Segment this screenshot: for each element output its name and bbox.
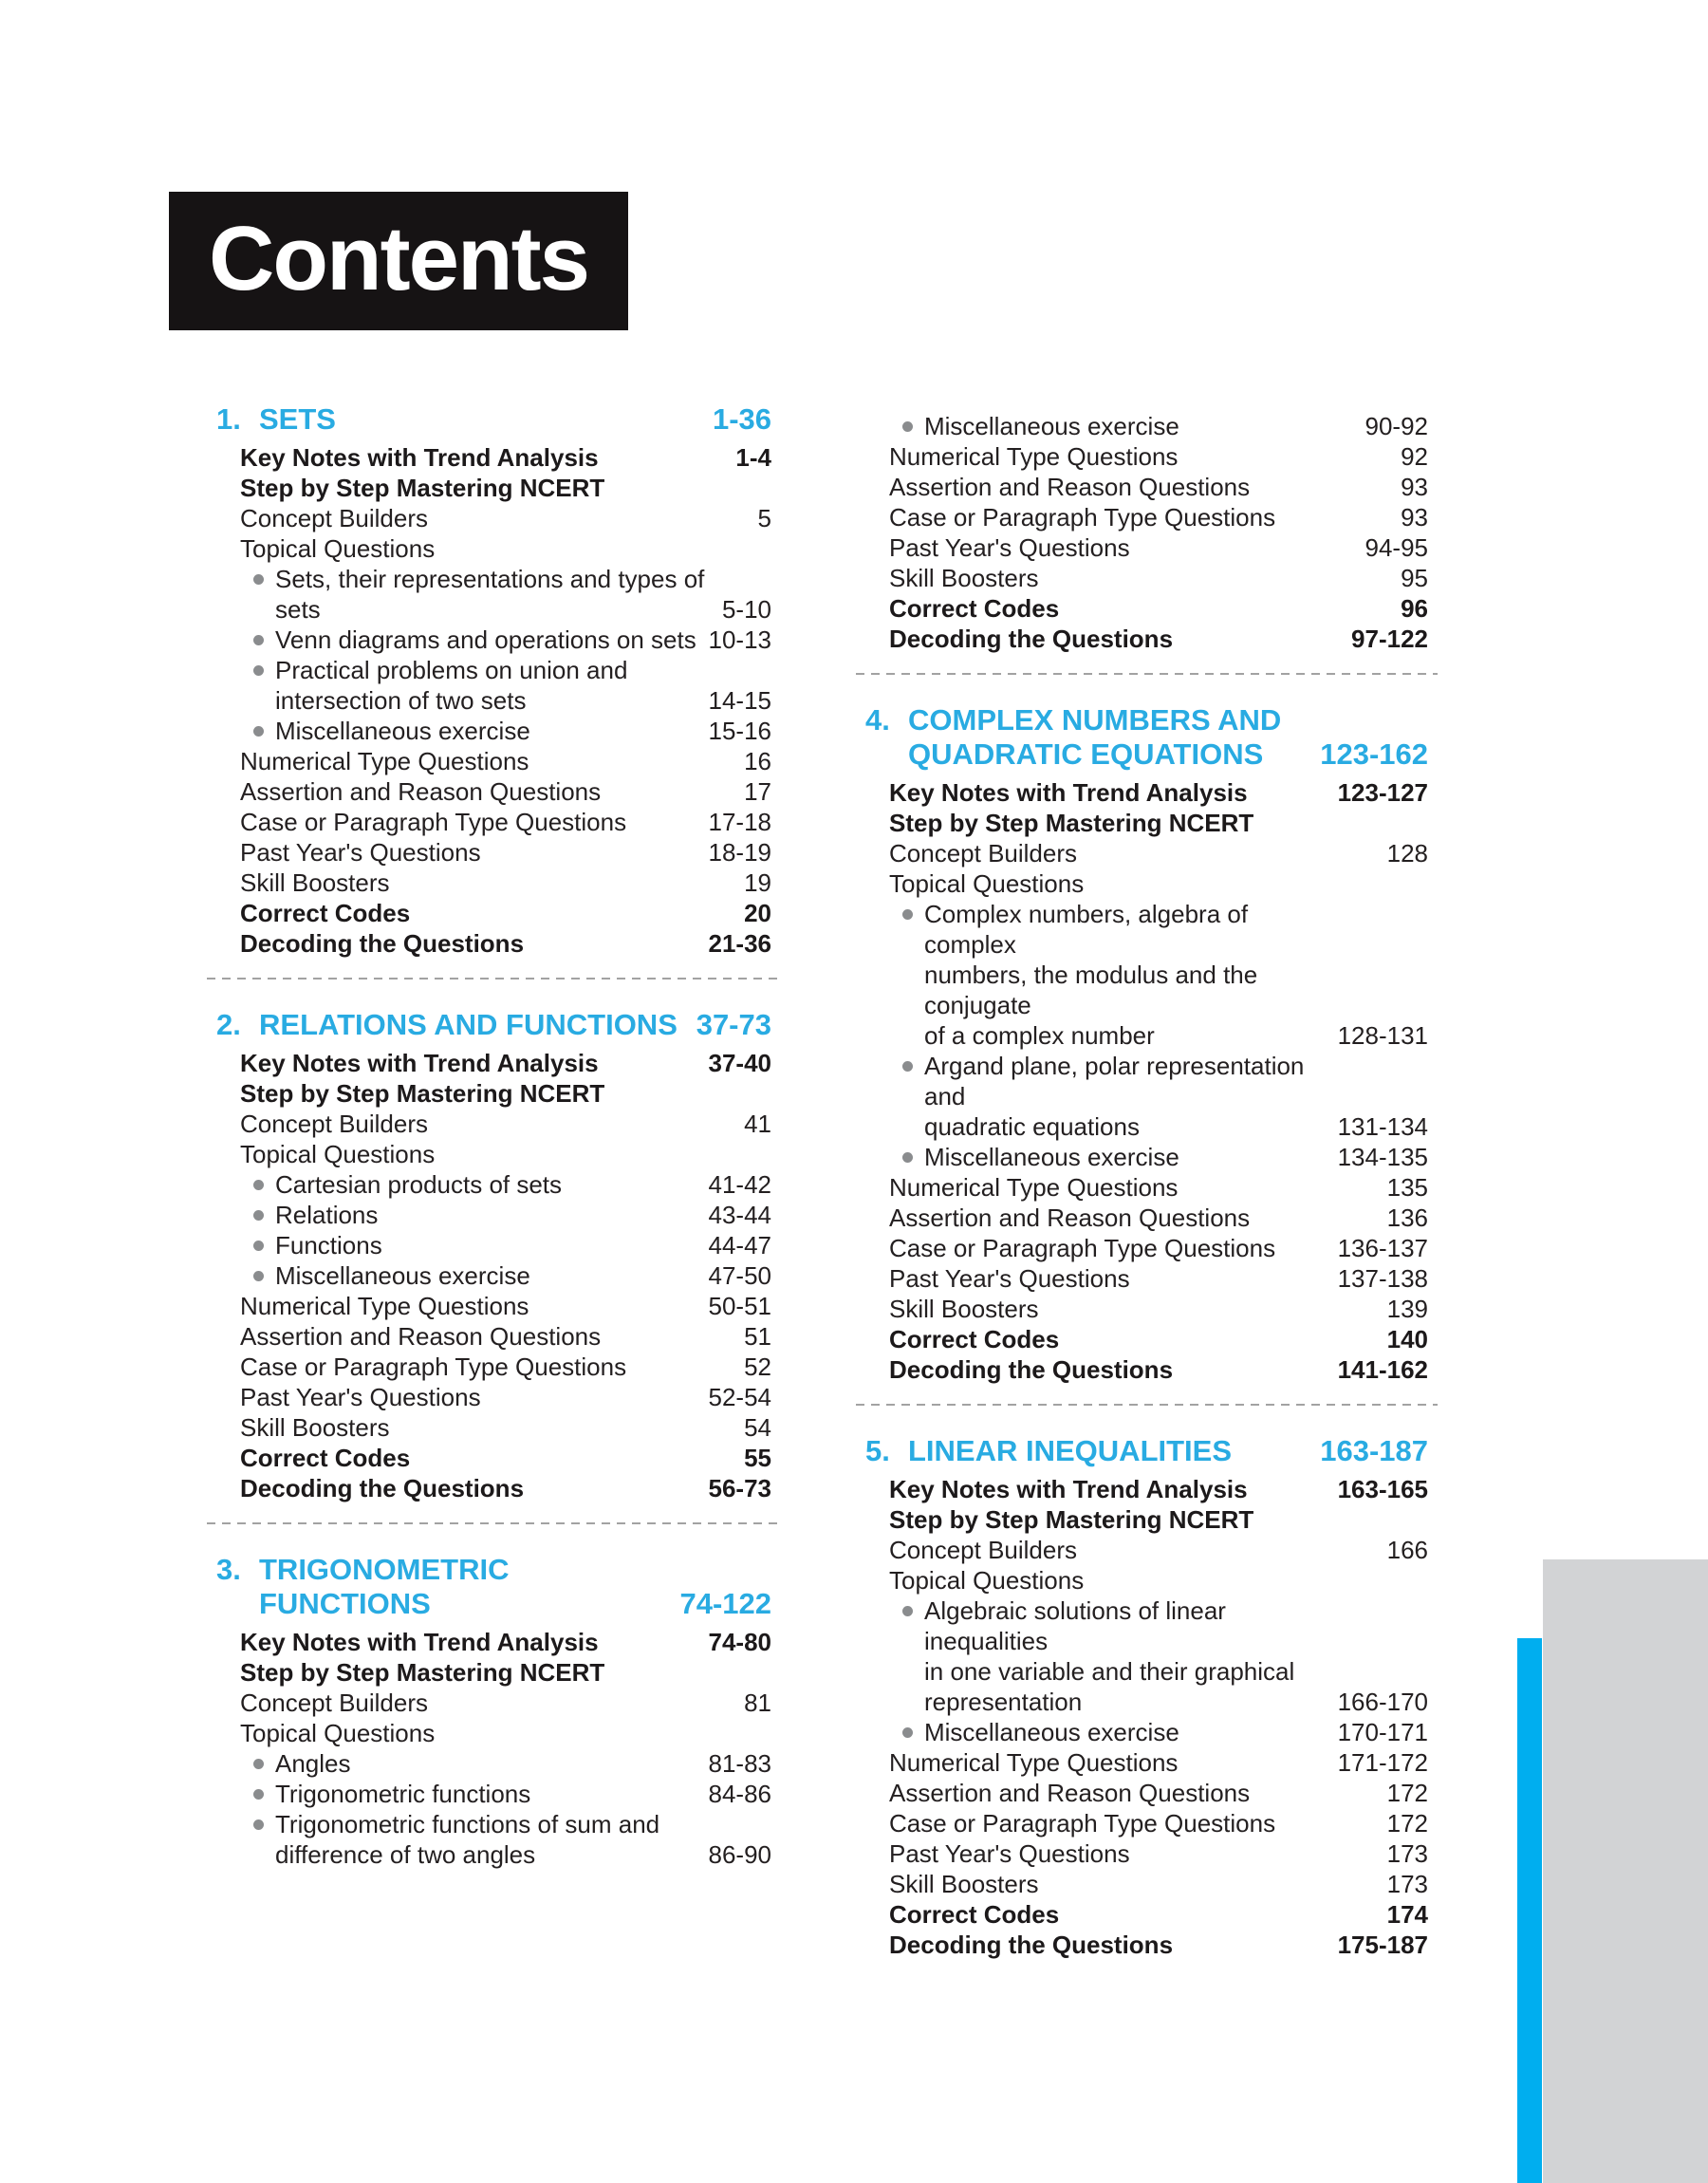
toc-entry-page: 16 <box>744 747 771 775</box>
toc-entry <box>216 1412 771 1443</box>
chapter-header <box>216 1553 771 1621</box>
toc-entry-page: 50-51 <box>708 1292 771 1320</box>
toc-entry <box>865 1535 1428 1565</box>
toc-entry-label: Miscellaneous exercise <box>865 1717 1330 1747</box>
toc-entry-page: 172 <box>1386 1809 1428 1838</box>
toc-entry <box>865 532 1428 563</box>
toc-entry-label: Practical problems on union and intersection of two sets <box>216 655 701 716</box>
toc-entry <box>865 1051 1428 1142</box>
toc-entry <box>865 1504 1428 1535</box>
toc-entry <box>216 1748 771 1779</box>
chapter-header <box>216 402 771 437</box>
toc-entry-label: Assertion and Reason Questions <box>889 1203 1251 1232</box>
cyan-side-bar <box>1517 1638 1542 2183</box>
toc-column-right <box>865 411 1428 1960</box>
toc-entry-page: 93 <box>1401 473 1428 501</box>
toc-entry-label: Skill Boosters <box>889 1295 1039 1323</box>
chapter-number: 2. <box>216 1008 241 1041</box>
gray-side-panel <box>1543 1559 1708 2183</box>
toc-entry-page: 52-54 <box>708 1383 771 1411</box>
toc-entry-page: 1-4 <box>735 443 771 472</box>
chapter-header <box>865 703 1428 772</box>
toc-entry <box>216 1200 771 1230</box>
dashed-divider <box>856 1404 1438 1406</box>
toc-entry-label: Step by Step Mastering NCERT <box>240 1079 605 1108</box>
toc-entry-label: Concept Builders <box>240 504 428 532</box>
toc-entry <box>865 1354 1428 1385</box>
toc-entry <box>216 1809 771 1870</box>
toc-entry-label: Miscellaneous exercise <box>865 1142 1330 1172</box>
toc-entry <box>865 624 1428 654</box>
toc-entry-label: Sets, their representations and types of sets <box>216 564 715 625</box>
toc-entry-label: Relations <box>216 1200 701 1230</box>
toc-entry-label: Complex numbers, algebra of complex numbers, the modulus and the conjugate of a complex number <box>865 899 1330 1051</box>
toc-entry-page: 47-50 <box>708 1261 771 1290</box>
toc-entry <box>216 533 771 564</box>
toc-entry <box>865 1778 1428 1808</box>
toc-entry-label: Correct Codes <box>240 1444 411 1472</box>
dashed-divider <box>207 1522 781 1524</box>
toc-entry-page: 141-162 <box>1337 1355 1428 1384</box>
toc-entry-label: Key Notes with Trend Analysis <box>889 1475 1248 1503</box>
toc-entry-label: Topical Questions <box>240 534 436 563</box>
toc-entry-label: Skill Boosters <box>889 1870 1039 1898</box>
toc-entry <box>865 838 1428 868</box>
toc-entry <box>865 1565 1428 1595</box>
toc-entry <box>216 655 771 716</box>
toc-entry-label: Key Notes with Trend Analysis <box>240 1628 599 1656</box>
bullet-icon <box>253 1180 264 1190</box>
toc-entry-label: Assertion and Reason Questions <box>889 1779 1251 1807</box>
toc-entry <box>216 716 771 746</box>
toc-entry-label: Past Year's Questions <box>889 1264 1130 1293</box>
bullet-icon <box>902 1061 913 1072</box>
toc-entry-label: Case or Paragraph Type Questions <box>889 1234 1276 1262</box>
toc-entry-label: Topical Questions <box>240 1140 436 1168</box>
toc-entry-label: Decoding the Questions <box>889 625 1174 653</box>
toc-entry <box>216 1657 771 1688</box>
toc-entry-page: 170-171 <box>1337 1718 1428 1746</box>
bullet-icon <box>253 1210 264 1221</box>
toc-entry-label: Concept Builders <box>889 839 1077 868</box>
toc-entry <box>216 1169 771 1200</box>
toc-entry-page: 171-172 <box>1337 1748 1428 1777</box>
chapter-page-range: 74-122 <box>679 1587 771 1620</box>
toc-entry-page: 74-80 <box>708 1628 771 1656</box>
toc-entry-page: 17 <box>744 777 771 806</box>
toc-entry-label: Miscellaneous exercise <box>865 411 1358 441</box>
toc-entry <box>865 1838 1428 1869</box>
toc-entry-label: Numerical Type Questions <box>889 1748 1179 1777</box>
bullet-icon <box>253 665 264 676</box>
toc-entry-label: Argand plane, polar representation and quadratic equations <box>865 1051 1330 1142</box>
toc-entry <box>216 1443 771 1473</box>
toc-entry-label: Concept Builders <box>240 1110 428 1138</box>
toc-entry-label: Past Year's Questions <box>889 1839 1130 1868</box>
toc-entry-page: 131-134 <box>1337 1112 1428 1141</box>
toc-entry-label: Correct Codes <box>240 899 411 927</box>
toc-entry <box>865 1747 1428 1778</box>
toc-entry-label: Algebraic solutions of linear inequalities in one variable and their graphical representation <box>865 1595 1330 1717</box>
toc-entry-label: Miscellaneous exercise <box>216 1260 701 1291</box>
toc-entry <box>216 473 771 503</box>
toc-entry-label: Trigonometric functions <box>216 1779 701 1809</box>
toc-entry-label: Venn diagrams and operations on sets <box>216 625 701 655</box>
toc-entry <box>865 777 1428 808</box>
bullet-icon <box>253 1759 264 1769</box>
bullet-icon <box>253 1271 264 1281</box>
toc-entry <box>865 502 1428 532</box>
toc-entry-page: 166 <box>1386 1536 1428 1564</box>
toc-entry <box>216 1230 771 1260</box>
bullet-icon <box>253 1241 264 1251</box>
toc-entry-page: 97-122 <box>1351 625 1428 653</box>
toc-entry-page: 134-135 <box>1337 1143 1428 1171</box>
toc-entry-page: 15-16 <box>708 717 771 745</box>
toc-entry-label: Numerical Type Questions <box>240 1292 529 1320</box>
toc-entry-page: 136-137 <box>1337 1234 1428 1262</box>
bullet-icon <box>902 421 913 432</box>
toc-entry <box>216 1718 771 1748</box>
toc-entry-page: 19 <box>744 868 771 897</box>
toc-entry-label: Correct Codes <box>889 594 1060 623</box>
toc-entry <box>865 441 1428 472</box>
toc-entry-page: 81-83 <box>708 1749 771 1778</box>
toc-entry <box>216 1779 771 1809</box>
toc-entry-page: 172 <box>1386 1779 1428 1807</box>
chapter-header <box>865 1434 1428 1468</box>
toc-entry <box>865 1595 1428 1717</box>
toc-entry-label: Assertion and Reason Questions <box>889 473 1251 501</box>
toc-entry-page: 18-19 <box>708 838 771 867</box>
toc-entry <box>216 746 771 776</box>
toc-entry-page: 56-73 <box>708 1474 771 1502</box>
toc-entry-label: Cartesian products of sets <box>216 1169 701 1200</box>
toc-entry-label: Skill Boosters <box>240 1413 390 1442</box>
bullet-icon <box>253 635 264 645</box>
toc-entry <box>216 1260 771 1291</box>
toc-entry-label: Past Year's Questions <box>240 1383 481 1411</box>
toc-entry-page: 140 <box>1386 1325 1428 1353</box>
toc-entry <box>216 442 771 473</box>
toc-entry <box>865 593 1428 624</box>
toc-entry-label: Past Year's Questions <box>889 533 1130 562</box>
toc-entry-page: 128 <box>1386 839 1428 868</box>
toc-entry <box>216 503 771 533</box>
page-title: Contents <box>169 192 628 330</box>
toc-entry-label: Decoding the Questions <box>240 1474 525 1502</box>
chapter-header <box>216 1008 771 1042</box>
toc-entry-page: 51 <box>744 1322 771 1351</box>
toc-entry-label: Correct Codes <box>889 1900 1060 1929</box>
toc-entry-page: 84-86 <box>708 1780 771 1808</box>
toc-entry-label: Assertion and Reason Questions <box>240 777 602 806</box>
toc-entry-label: Miscellaneous exercise <box>216 716 701 746</box>
chapter-page-range: 1-36 <box>712 402 771 436</box>
toc-entry-label: Angles <box>216 1748 701 1779</box>
toc-entry-label: Step by Step Mastering NCERT <box>240 1658 605 1687</box>
toc-entry-label: Case or Paragraph Type Questions <box>240 808 627 836</box>
toc-entry-page: 44-47 <box>708 1231 771 1259</box>
toc-entry-label: Key Notes with Trend Analysis <box>240 1049 599 1077</box>
toc-entry-label: Topical Questions <box>889 1566 1085 1595</box>
chapter-page-range: 123-162 <box>1320 737 1428 771</box>
chapter-title: SETS <box>259 402 336 436</box>
toc-entry-page: 175-187 <box>1337 1931 1428 1959</box>
toc-entry <box>865 1324 1428 1354</box>
toc-entry <box>216 1321 771 1352</box>
toc-entry-label: Step by Step Mastering NCERT <box>889 809 1254 837</box>
toc-entry-page: 135 <box>1386 1173 1428 1202</box>
toc-entry-label: Step by Step Mastering NCERT <box>240 474 605 502</box>
bullet-icon <box>902 909 913 920</box>
bullet-icon <box>253 1819 264 1830</box>
toc-entry <box>216 1078 771 1109</box>
chapter-page-range: 37-73 <box>696 1008 771 1041</box>
dashed-divider <box>207 978 781 980</box>
toc-entry-page: 55 <box>744 1444 771 1472</box>
toc-entry-page: 5-10 <box>721 595 771 624</box>
toc-entry <box>216 1473 771 1503</box>
bullet-icon <box>902 1727 913 1738</box>
toc-entry-page: 41-42 <box>708 1170 771 1199</box>
toc-entry <box>865 1263 1428 1294</box>
toc-entry-label: Functions <box>216 1230 701 1260</box>
chapter-title: TRIGONOMETRIC FUNCTIONS <box>259 1553 510 1620</box>
toc-entry <box>865 1474 1428 1504</box>
toc-entry-page: 92 <box>1401 442 1428 471</box>
toc-entry <box>865 1869 1428 1899</box>
toc-entry-label: Case or Paragraph Type Questions <box>240 1353 627 1381</box>
toc-entry-label: Topical Questions <box>240 1719 436 1747</box>
toc-entry <box>216 1688 771 1718</box>
toc-entry <box>216 1109 771 1139</box>
toc-entry-page: 123-127 <box>1337 778 1428 807</box>
toc-entry <box>216 837 771 868</box>
toc-entry <box>216 1139 771 1169</box>
bullet-icon <box>902 1152 913 1163</box>
toc-entry-label: Skill Boosters <box>889 564 1039 592</box>
chapter-title: LINEAR INEQUALITIES <box>908 1434 1233 1467</box>
chapter-number: 3. <box>216 1553 241 1586</box>
toc-entry <box>216 564 771 625</box>
toc-entry-page: 163-165 <box>1337 1475 1428 1503</box>
toc-entry <box>216 868 771 898</box>
toc-entry <box>865 1808 1428 1838</box>
toc-entry-label: Case or Paragraph Type Questions <box>889 503 1276 532</box>
bullet-icon <box>253 574 264 585</box>
toc-entry <box>216 625 771 655</box>
toc-entry-page: 20 <box>744 899 771 927</box>
toc-entry-label: Key Notes with Trend Analysis <box>889 778 1248 807</box>
toc-entry <box>865 1203 1428 1233</box>
toc-entry <box>216 1048 771 1078</box>
toc-entry-label: Decoding the Questions <box>889 1931 1174 1959</box>
toc-entry-page: 139 <box>1386 1295 1428 1323</box>
toc-entry-page: 137-138 <box>1337 1264 1428 1293</box>
toc-entry-label: Topical Questions <box>889 869 1085 898</box>
toc-entry-label: Skill Boosters <box>240 868 390 897</box>
toc-entry <box>865 1142 1428 1172</box>
chapter-number: 1. <box>216 402 241 436</box>
toc-entry-label: Numerical Type Questions <box>889 1173 1179 1202</box>
toc-entry <box>216 1352 771 1382</box>
toc-entry-page: 94-95 <box>1365 533 1428 562</box>
toc-entry-page: 81 <box>744 1689 771 1717</box>
toc-entry-label: Decoding the Questions <box>240 929 525 958</box>
chapter-number: 4. <box>865 703 890 737</box>
bullet-icon <box>902 1606 913 1616</box>
toc-entry-label: Assertion and Reason Questions <box>240 1322 602 1351</box>
toc-entry <box>865 1930 1428 1960</box>
toc-entry-page: 43-44 <box>708 1201 771 1229</box>
bullet-icon <box>253 726 264 737</box>
toc-entry <box>216 898 771 928</box>
toc-entry <box>865 1233 1428 1263</box>
toc-entry <box>865 411 1428 441</box>
toc-entry <box>865 1717 1428 1747</box>
toc-entry-page: 173 <box>1386 1870 1428 1898</box>
toc-entry-label: Trigonometric functions of sum and difference of two angles <box>216 1809 701 1870</box>
toc-entry-page: 93 <box>1401 503 1428 532</box>
toc-entry <box>216 776 771 807</box>
toc-entry <box>216 1382 771 1412</box>
toc-entry-page: 21-36 <box>708 929 771 958</box>
toc-entry-page: 95 <box>1401 564 1428 592</box>
toc-entry <box>865 808 1428 838</box>
toc-entry-label: Concept Builders <box>240 1689 428 1717</box>
toc-entry-page: 5 <box>757 504 771 532</box>
toc-entry-page: 86-90 <box>708 1840 771 1869</box>
toc-entry-page: 90-92 <box>1365 412 1428 440</box>
toc-entry <box>216 928 771 959</box>
toc-entry <box>865 1899 1428 1930</box>
toc-entry-label: Decoding the Questions <box>889 1355 1174 1384</box>
toc-entry <box>216 1627 771 1657</box>
toc-entry-page: 128-131 <box>1337 1021 1428 1050</box>
toc-entry-page: 37-40 <box>708 1049 771 1077</box>
toc-entry-label: Key Notes with Trend Analysis <box>240 443 599 472</box>
chapter-title: COMPLEX NUMBERS AND QUADRATIC EQUATIONS <box>908 703 1282 771</box>
chapter-number: 5. <box>865 1434 890 1467</box>
toc-entry-label: Numerical Type Questions <box>240 747 529 775</box>
toc-column-left <box>216 402 771 1870</box>
bullet-icon <box>253 1789 264 1800</box>
toc-entry-page: 173 <box>1386 1839 1428 1868</box>
toc-entry-label: Step by Step Mastering NCERT <box>889 1505 1254 1534</box>
toc-entry-label: Case or Paragraph Type Questions <box>889 1809 1276 1838</box>
toc-entry-label: Concept Builders <box>889 1536 1077 1564</box>
toc-entry <box>216 1291 771 1321</box>
toc-entry-page: 54 <box>744 1413 771 1442</box>
toc-entry <box>865 1294 1428 1324</box>
toc-entry-page: 52 <box>744 1353 771 1381</box>
toc-entry <box>865 1172 1428 1203</box>
toc-entry <box>865 868 1428 899</box>
toc-entry-label: Numerical Type Questions <box>889 442 1179 471</box>
toc-entry-page: 136 <box>1386 1203 1428 1232</box>
toc-entry <box>865 563 1428 593</box>
toc-entry-page: 96 <box>1401 594 1428 623</box>
toc-entry-page: 17-18 <box>708 808 771 836</box>
dashed-divider <box>856 673 1438 675</box>
toc-entry-label: Correct Codes <box>889 1325 1060 1353</box>
toc-entry-page: 14-15 <box>708 686 771 715</box>
toc-entry-label: Past Year's Questions <box>240 838 481 867</box>
chapter-page-range: 163-187 <box>1320 1434 1428 1467</box>
toc-entry-page: 41 <box>744 1110 771 1138</box>
toc-entry <box>865 472 1428 502</box>
toc-entry-page: 166-170 <box>1337 1688 1428 1716</box>
toc-entry-page: 10-13 <box>708 625 771 654</box>
toc-entry-page: 174 <box>1386 1900 1428 1929</box>
chapter-title: RELATIONS AND FUNCTIONS <box>259 1008 678 1041</box>
toc-entry <box>216 807 771 837</box>
toc-entry <box>865 899 1428 1051</box>
